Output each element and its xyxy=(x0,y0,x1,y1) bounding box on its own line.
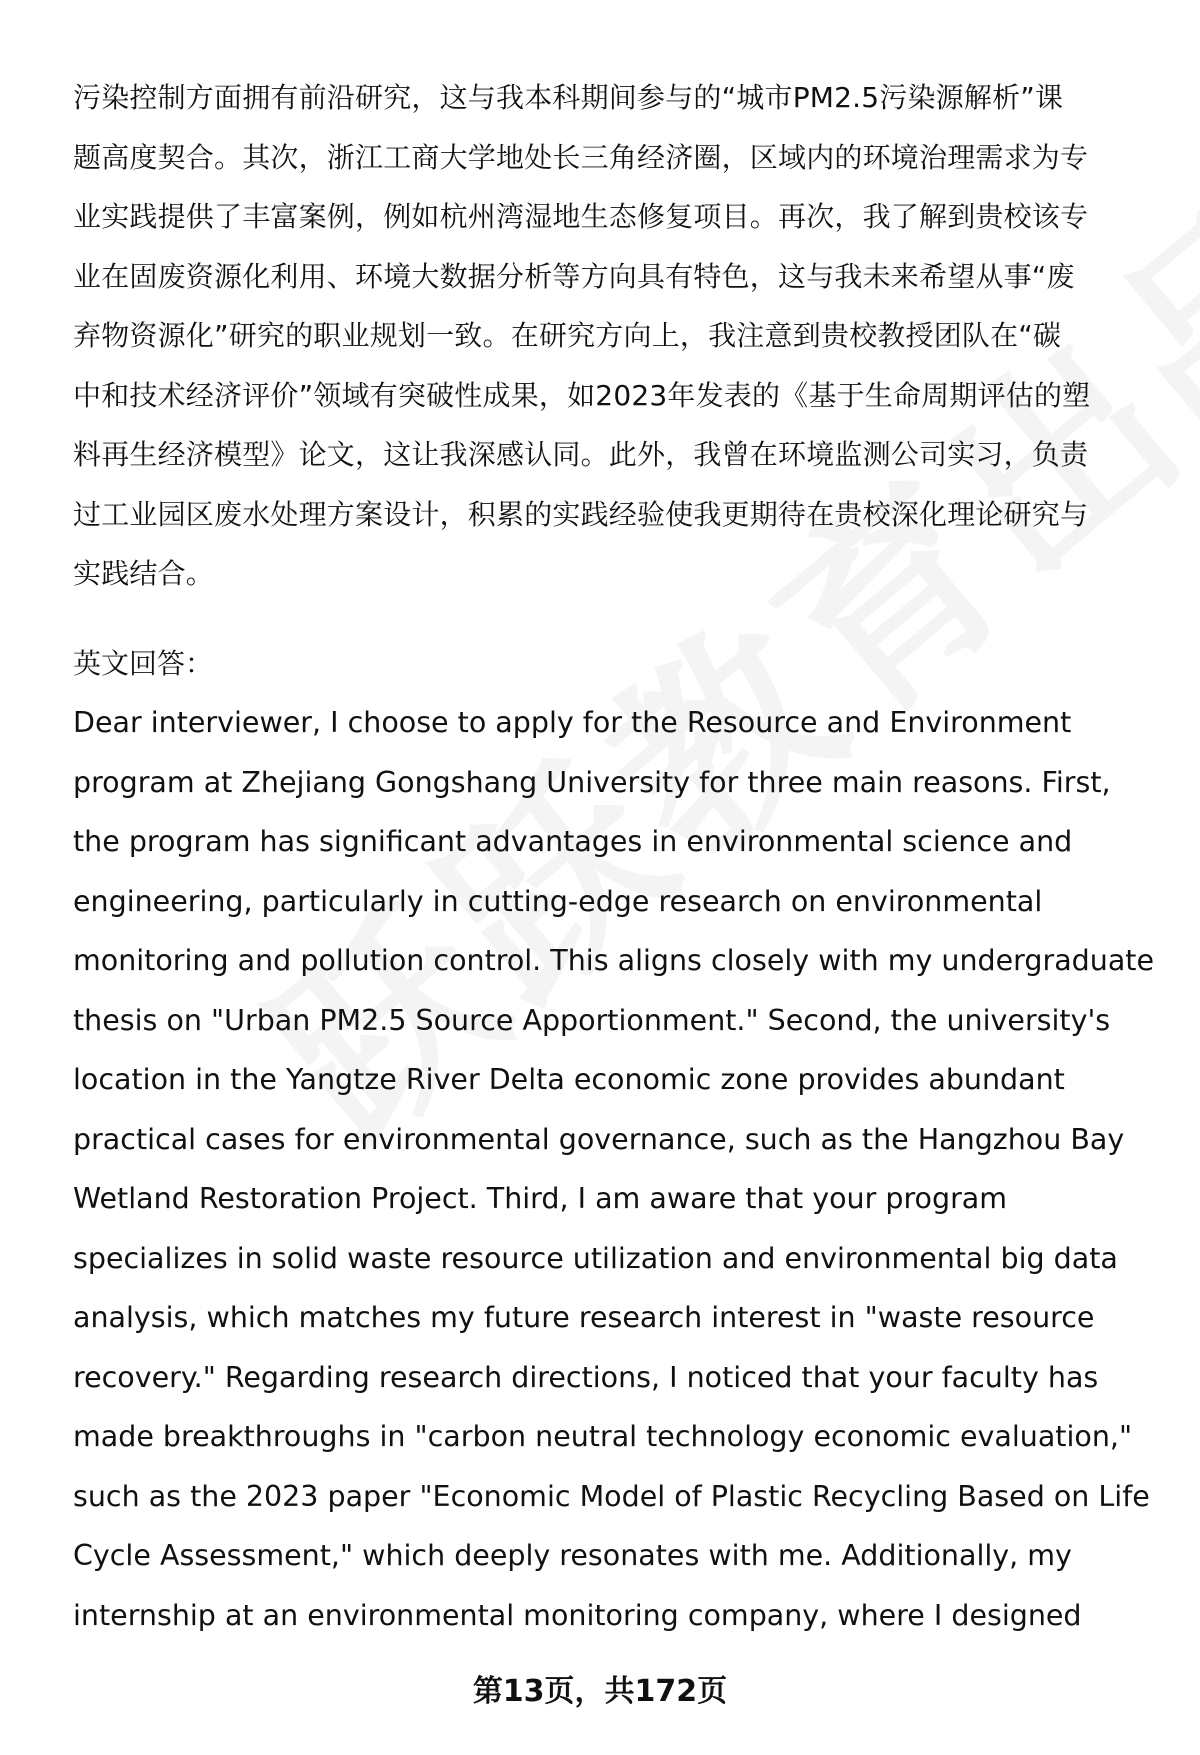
text-line: 业实践提供了丰富案例，例如杭州湾湿地生态修复项目。再次，我了解到贵校该专 xyxy=(73,200,1089,233)
text-line: analysis, which matches my future research interest in "waste resource xyxy=(73,1301,1095,1334)
text-line: 题高度契合。其次，浙江工商大学地处长三角经济圈，区域内的环境治理需求为专 xyxy=(73,140,1089,174)
text-line: 过工业园区废水处理方案设计，积累的实践经验使我更期待在贵校深化理论研究与 xyxy=(73,497,1089,531)
text-line: Cycle Assessment," which deeply resonates with me. Additionally, my xyxy=(73,1539,1072,1572)
text-line: 污染控制方面拥有前沿研究，这与我本科期间参与的“城市PM2.5污染源解析”课 xyxy=(73,81,1064,114)
text-line: monitoring and pollution control. This aligns closely with my undergraduate xyxy=(73,944,1154,977)
text-line: internship at an environmental monitoring company, where I designed xyxy=(73,1598,1082,1632)
text-line: 中和技术经济评价”领域有突破性成果，如2023年发表的《基于生命周期评估的塑 xyxy=(73,378,1091,412)
text-line: 实践结合。 xyxy=(73,557,215,590)
text-line: such as the 2023 paper "Economic Model of Plastic Recycling Based on Life xyxy=(73,1479,1150,1513)
text-line: program at Zhejiang Gongshang University for three main reasons. First, xyxy=(73,765,1111,799)
text-line: thesis on "Urban PM2.5 Source Apportionment." Second, the university's xyxy=(73,1003,1111,1037)
text-line: location in the Yangtze River Delta economic zone provides abundant xyxy=(73,1063,1065,1096)
text-line: the program has significant advantages in environmental science and xyxy=(73,825,1073,858)
text-line: engineering, particularly in cutting-edge research on environmental xyxy=(73,884,1043,918)
page-content xyxy=(73,68,1163,1645)
text-line: 弃物资源化”研究的职业规划一致。在研究方向上，我注意到贵校教授团队在“碳 xyxy=(73,319,1062,352)
text-line: Dear interviewer, I choose to apply for the Resource and Environment xyxy=(73,706,1072,739)
english-answer-label: 英文回答： xyxy=(73,646,214,680)
text-line: Wetland Restoration Project. Third, I am aware that your program xyxy=(73,1182,1008,1215)
text-line: made breakthroughs in "carbon neutral technology economic evaluation," xyxy=(73,1420,1133,1453)
text-line: 业在固废资源化利用、环境大数据分析等方向具有特色，这与我未来希望从事“废 xyxy=(73,259,1075,293)
english-answer-paragraph xyxy=(73,693,1163,1645)
text-line: specializes in solid waste resource utilization and environmental big data xyxy=(73,1241,1118,1275)
text-line: practical cases for environmental governance, such as the Hangzhou Bay xyxy=(73,1122,1125,1156)
text-line: 料再生经济模型》论文，这让我深感认同。此外，我曾在环境监测公司实习，负责 xyxy=(73,438,1089,471)
page-number: 第13页，共172页 xyxy=(472,1674,728,1709)
chinese-answer-paragraph xyxy=(73,68,1163,604)
text-line: recovery." Regarding research directions, I noticed that your faculty has xyxy=(73,1360,1099,1394)
